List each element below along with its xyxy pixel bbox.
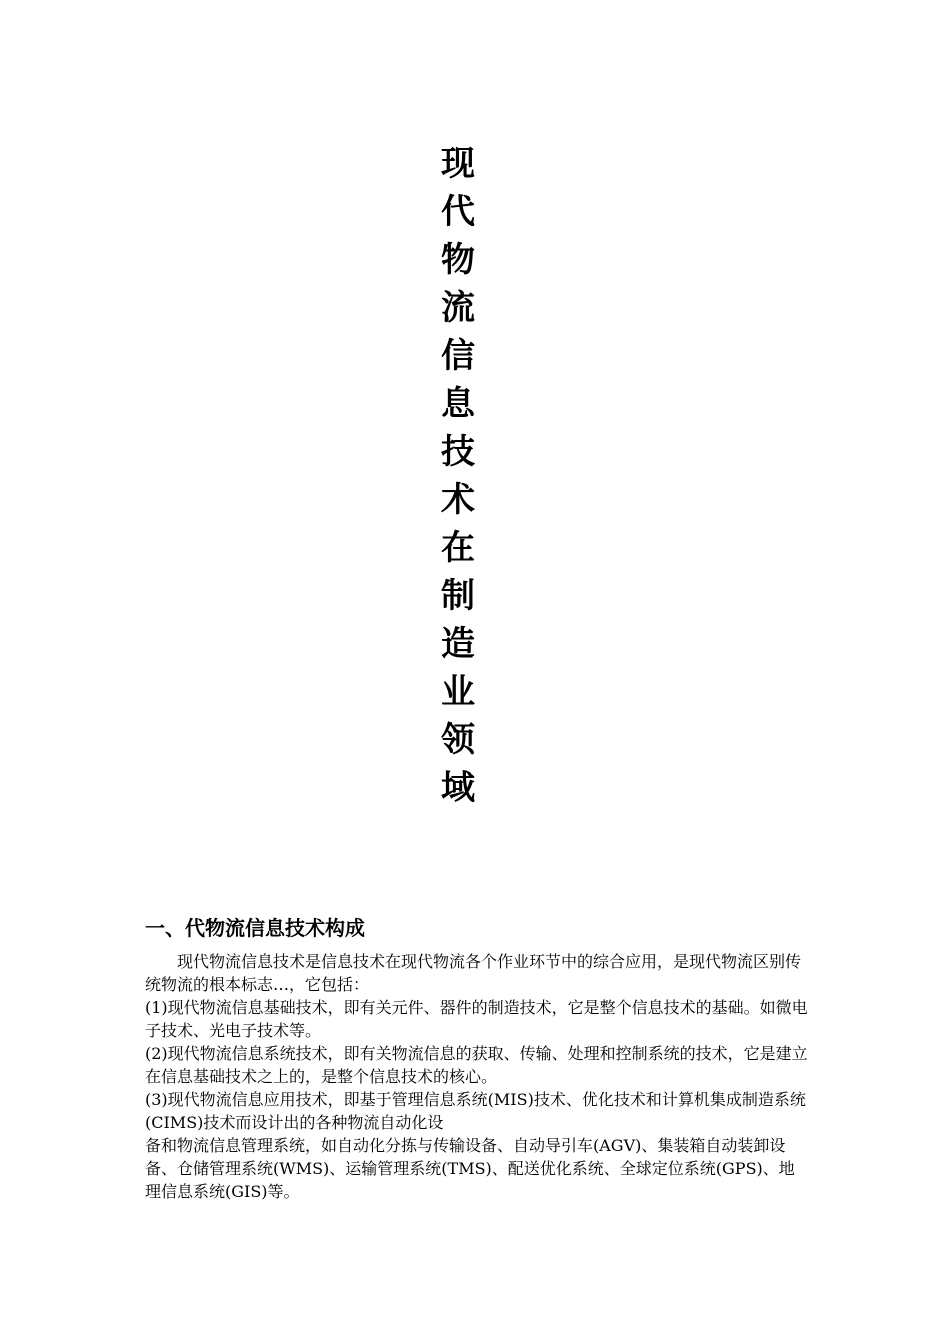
section-body (145, 950, 810, 1203)
item-application-technology: (3)现代物流信息应用技术，即基于管理信息系统(MIS)技术、优化技术和计算机集成制造系统(CIMS)技术而设计出的各种物流自动化设 (145, 1090, 806, 1132)
intro-paragraph: 现代物流信息技术是信息技术在现代物流各个作业环节中的综合应用，是现代物流区别传统物流的根本标志…，它包括： (145, 952, 802, 994)
item-system-technology: (2)现代物流信息系统技术，即有关物流信息的获取、传输、处理和控制系统的技术，它是建立在信息基础技术之上的，是整个信息技术的核心。 (145, 1044, 808, 1086)
section-heading: 一、代物流信息技术构成 (145, 916, 365, 940)
document-title: 现代物流信息技术在制造业领域 (441, 144, 475, 808)
item-basic-technology: (1)现代物流信息基础技术，即有关元件、器件的制造技术，它是整个信息技术的基础。如微电子技术、光电子技术等。 (145, 998, 808, 1040)
item-application-technology-continued: 备和物流信息管理系统，如自动化分拣与传输设备、自动导引车(AGV)、集装箱自动装卸设备、仓储管理系统(WMS)、运输管理系统(TMS)、配送优化系统、全球定位系统(GPS)、地理信息系统(GIS)等。 (145, 1136, 795, 1201)
section-technology-composition (145, 910, 810, 1203)
